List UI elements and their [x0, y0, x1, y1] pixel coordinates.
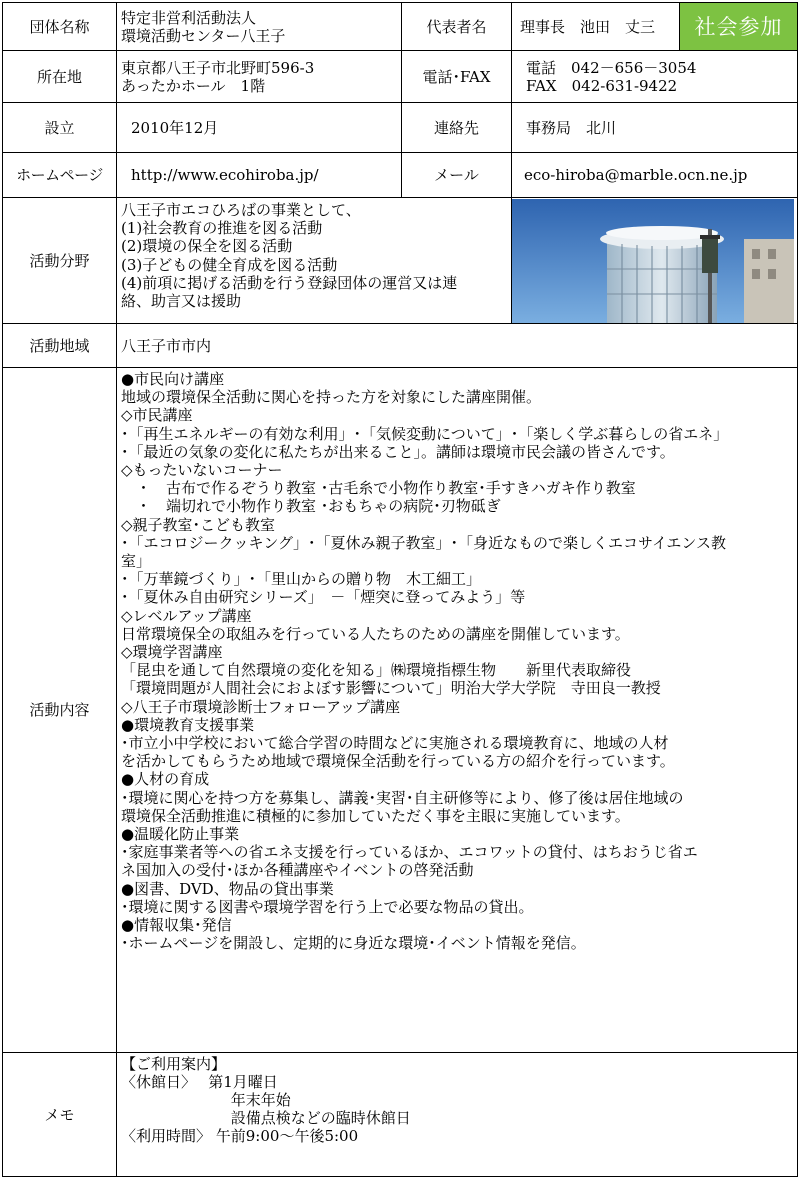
org-name-label: 団体名称 [3, 3, 117, 51]
fax-line: FAX 042-631-9422 [526, 76, 678, 95]
content-line: ･ホームページを開設し、定期的に身近な環境･イベント情報を発信。 [121, 934, 586, 953]
content-line: ◇親子教室･こども教室 [121, 515, 276, 534]
row-org-name [3, 3, 798, 51]
row-address [3, 51, 798, 103]
content-line: ･環境に関心を持つ方を募集し、講義･実習･自主研修等により、修了後は居住地域の [121, 788, 684, 807]
memo-line: 年末年始 [121, 1091, 291, 1109]
content-line: 地域の環境保全活動に関心を持った方を対象にした講座開催。 [121, 388, 542, 407]
content-line: ･市立小中学校において総合学習の時間などに実施される環境教育に、地域の人材 [121, 734, 669, 753]
activity-field-line: 絡、助言又は援助 [121, 292, 242, 311]
activity-area-label: 活動地域 [3, 324, 117, 368]
memo-line: 〈利用時間〉 午前9:00～午後5:00 [121, 1127, 359, 1145]
content-line: ･「万華鏡づくり」･「里山からの贈り物 木工細工」 [121, 570, 482, 589]
content-line: ●温暖化防止事業 [121, 825, 240, 844]
content-line: ・ 古布で作るぞうり教室 ･古毛糸で小物作り教室･手すきハガキ作り教室 [121, 479, 636, 498]
content-line: ●市民向け講座 [121, 370, 225, 388]
content-line: 日常環境保全の取組みを行っている人たちのための講座を開催しています。 [121, 624, 630, 643]
phone-value [512, 51, 798, 103]
phone-label: 電話･FAX [402, 51, 512, 103]
content-line: 環境保全活動推進に積極的に参加していただく事を主眼に実施しています。 [121, 806, 630, 825]
memo-line: 【ご利用案内】 [121, 1055, 227, 1073]
address-label: 所在地 [3, 51, 117, 103]
activity-field-line: (4)前項に掲げる活動を行う登録団体の運営又は連 [121, 273, 458, 292]
profile-table [2, 2, 798, 1177]
activity-content-list [117, 368, 798, 1053]
memo-label: メモ [3, 1053, 117, 1177]
activity-field-label: 活動分野 [3, 198, 117, 324]
row-activity-area [3, 324, 798, 368]
address-line-2: あったかホール 1階 [121, 76, 266, 95]
established-label: 設立 [3, 103, 117, 153]
content-line: ･「夏休み自由研究シリーズ」 －「煙突に登ってみよう」等 [121, 588, 526, 607]
row-activity-field [3, 198, 798, 324]
content-line: ●人材の育成 [121, 770, 210, 789]
address-line-1: 東京都八王子市北野町596-3 [121, 58, 315, 77]
content-line: ◇レベルアップ講座 [121, 606, 252, 625]
content-line: ･「最近の気象の変化に私たちが出来ること」。講師は環境市民会議の皆さんです。 [121, 442, 675, 461]
row-memo [3, 1053, 798, 1177]
row-established [3, 103, 798, 153]
content-line: ･環境に関する図書や環境学習を行う上で必要な物品の貸出。 [121, 897, 534, 916]
content-line: ･「再生エネルギーの有効な利用」･「気候変動について」･「楽しく学ぶ暮らしの省エネ」 [121, 424, 729, 443]
content-line: ●情報収集･発信 [121, 916, 232, 935]
content-line: ◇もったいないコーナー [121, 461, 283, 480]
activity-field-line: (2)環境の保全を図る活動 [121, 237, 293, 256]
content-line: ・ 端切れで小物作り教室 ･おもちゃの病院･刃物砥ぎ [121, 497, 501, 516]
activity-content-label: 活動内容 [3, 368, 117, 1053]
contact-label: 連絡先 [402, 103, 512, 153]
row-activity-content [3, 368, 798, 1053]
activity-field-line: (3)子どもの健全育成を図る活動 [121, 255, 338, 274]
building-photo-icon [512, 199, 794, 323]
content-line: ◇環境学習講座 [121, 643, 223, 662]
established-value: 2010年12月 [117, 103, 402, 153]
org-name-line-2: 環境活動センター八王子 [121, 26, 286, 45]
row-homepage [3, 153, 798, 198]
memo-content [117, 1053, 798, 1177]
activity-field-line: (1)社会教育の推進を図る活動 [121, 219, 323, 238]
phone-line: 電話 042－656－3054 [526, 58, 697, 77]
representative-value: 理事長 池田 丈三 [512, 3, 680, 51]
memo-line: 設備点検などの臨時休館日 [121, 1109, 411, 1127]
content-line: ●図書、DVD、物品の貸出事業 [121, 879, 334, 898]
content-line: ･「エコロジークッキング」･「夏休み親子教室」･「身近なもので楽しくエコサイエンス教 [121, 533, 726, 552]
content-line: ･家庭事業者等への省エネ支援を行っているほか、エコワットの貸付、はちおうじ省エ [121, 843, 698, 862]
org-name-line-1: 特定非営利活動法人 [121, 8, 257, 27]
activity-field-line: 八王子市エコひろばの事業として、 [121, 201, 361, 219]
category-badge: 社会参加 [680, 3, 798, 51]
content-line: 「環境問題が人間社会におよぼす影響について」明治大学大学院 寺田良一教授 [121, 679, 661, 698]
email-link[interactable]: eco-hiroba@marble.ocn.ne.jp [512, 153, 798, 198]
activity-area-value: 八王子市市内 [117, 324, 798, 368]
memo-line: 〈休館日〉 第1月曜日 [121, 1073, 278, 1091]
homepage-link[interactable]: http://www.ecohiroba.jp/ [117, 153, 402, 198]
content-line: ネ国加入の受付･ほか各種講座やイベントの啓発活動 [121, 861, 474, 880]
contact-value: 事務局 北川 [512, 103, 798, 153]
content-line: 室」 [121, 552, 152, 571]
content-line: 「昆虫を通して自然環境の変化を知る」㈱環境指標生物 新里代表取締役 [121, 661, 632, 680]
org-profile-sheet [2, 2, 797, 1166]
email-label: メール [402, 153, 512, 198]
content-line: を活かしてもらうため地域で環境保全活動を行っている方の紹介を行っています。 [121, 752, 675, 771]
address-value [117, 51, 402, 103]
activity-field-list [117, 198, 512, 324]
building-photo [512, 198, 798, 324]
homepage-label: ホームページ [3, 153, 117, 198]
content-line: ◇市民講座 [121, 406, 193, 425]
org-name-value [117, 3, 402, 51]
content-line: ●環境教育支援事業 [121, 715, 255, 734]
content-line: ◇八王子市環境診断士フォローアップ講座 [121, 697, 400, 716]
representative-label: 代表者名 [402, 3, 512, 51]
